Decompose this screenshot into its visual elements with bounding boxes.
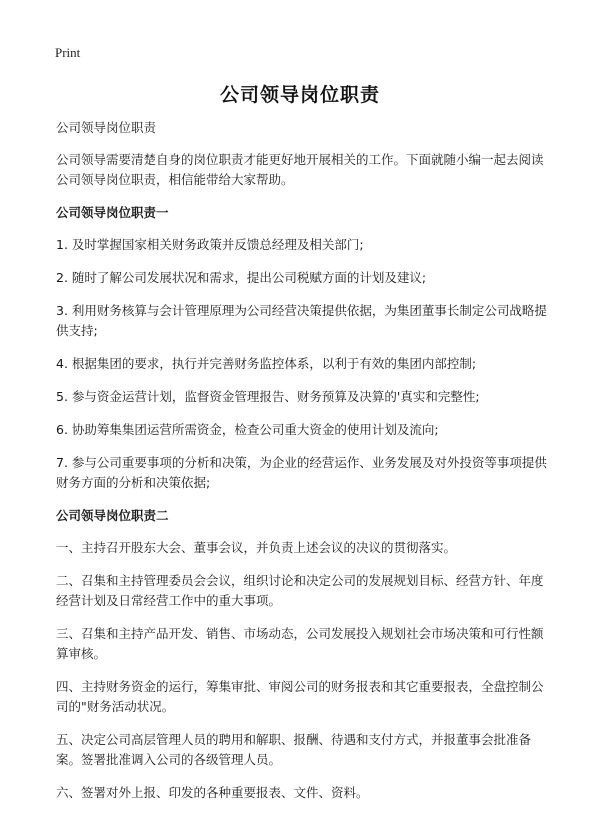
print-label: Print [55,45,81,60]
section-heading-2: 公司领导岗位职责二 [56,508,169,523]
list-item: 四、主持财务资金的运行，筹集审批、审阅公司的财务报表和其它重要报表，全盘控制公司的"财务活动状况。 [56,679,544,714]
intro-paragraph: 公司领导需要清楚自身的岗位职责才能更好地开展相关的工作。下面就随小编一起去阅读公司领导岗位职责，相信能带给大家帮助。 [56,152,544,187]
document-subtitle: 公司领导岗位职责 [56,120,157,135]
list-item: 2. 随时了解公司发展状况和需求，提出公司税赋方面的计划及建议; [56,270,427,285]
list-item: 1. 及时掌握国家相关财务政策并反馈总经理及相关部门; [56,237,364,252]
document-body [56,118,552,816]
list-item: 5. 参与资金运营计划，监督资金管理报告、财务预算及决算的'真实和完整性; [56,389,480,404]
list-item: 3. 利用财务核算与会计管理原理为公司经营决策提供依据，为集团董事长制定公司战略提供支持; [56,303,547,338]
list-item: 二、召集和主持管理委员会会议，组织讨论和决定公司的发展规划目标、经营方针、年度经营计划及日常经营工作中的重大事项。 [56,573,544,608]
section-heading-1: 公司领导岗位职责一 [56,205,169,220]
list-item: 一、主持召开股东大会、董事会议，并负责上述会议的决议的贯彻落实。 [56,540,457,555]
list-item: 五、决定公司高层管理人员的聘用和解职、报酬、待遇和支付方式，并报董事会批准备案。签署批准调入公司的各级管理人员。 [56,732,532,767]
list-item: 7. 参与公司重要事项的分析和决策，为企业的经营运作、业务发展及对外投资等事项提供财务方面的分析和决策依据; [56,455,547,490]
list-item: 6. 协助筹集集团运营所需资金，检查公司重大资金的使用计划及流向; [56,422,439,437]
list-item: 六、签署对外上报、印发的各种重要报表、文件、资料。 [56,785,369,800]
list-item: 三、召集和主持产品开发、销售、市场动态，公司发展投入规划社会市场决策和可行性额算审核。 [56,626,544,661]
list-item: 4. 根据集团的要求，执行并完善财务监控体系，以利于有效的集团内部控制; [56,356,477,371]
page-title: 公司领导岗位职责 [219,84,380,106]
